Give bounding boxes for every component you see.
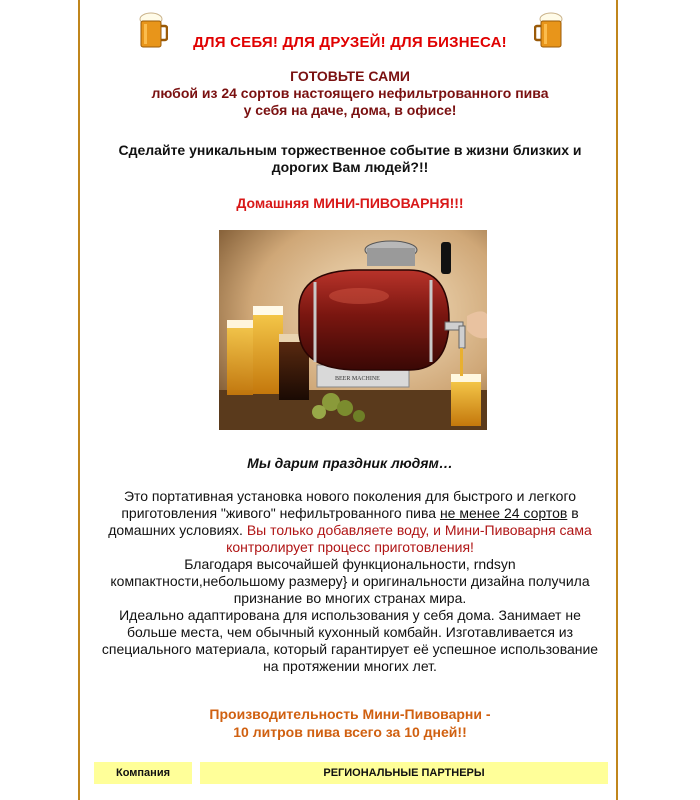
description-text: Это портативная установка нового поколения для быстрого и легкого приготовления "живого" нефильтрованного пива [121,488,577,521]
description [96,488,604,675]
page-frame [78,0,618,800]
description-paragraph: Благодаря высочайшей функциональности, rndsyn компактности,небольшому размеру} и оригинальности дизайна получила признание во многих странах мира. [110,556,590,606]
performance-line: 10 литров пива всего за 10 дней!! [233,724,467,740]
product-photo [219,230,487,430]
slogan: Мы дарим праздник людям… [247,455,453,471]
description-highlight: Вы только добавляете воду, и Мини-Пивоварня сама контролирует процесс приготовления! [226,522,592,555]
product-title: Домашняя МИНИ-ПИВОВАРНЯ!!! [236,195,464,211]
description-underlined: не менее 24 сортов [439,505,568,521]
description-text: в домашних условиях. [108,505,579,538]
company-link[interactable]: Компания [94,762,192,784]
headline: ДЛЯ СЕБЯ! ДЛЯ ДРУЗЕЙ! ДЛЯ БИЗНЕСА! [193,34,507,51]
event-line: Сделайте уникальным торжественное событие в жизни близких и [118,142,582,158]
event-block [80,142,620,176]
regional-partners-link[interactable]: РЕГИОНАЛЬНЫЕ ПАРТНЕРЫ [200,762,608,784]
event-line: дорогих Вам людей?!! [271,159,429,175]
intro-line: любой из 24 сортов настоящего нефильтрованного пива [151,85,549,101]
performance-line: Производительность Мини-Пивоварни - [209,706,491,722]
intro-block [80,68,620,119]
performance-block [80,705,620,741]
description-paragraph: Идеально адаптирована для использования у себя дома. Занимает не больше места, чем обычный кухонный комбайн. Изготавливается из специального материала, который гарантирует её успешное использование на протяжении многих лет. [101,607,599,674]
device-label: BEER MACHINE [335,376,380,382]
intro-line: у себя на даче, дома, в офисе! [243,102,457,118]
intro-line: ГОТОВЬТЕ САМИ [290,68,410,84]
